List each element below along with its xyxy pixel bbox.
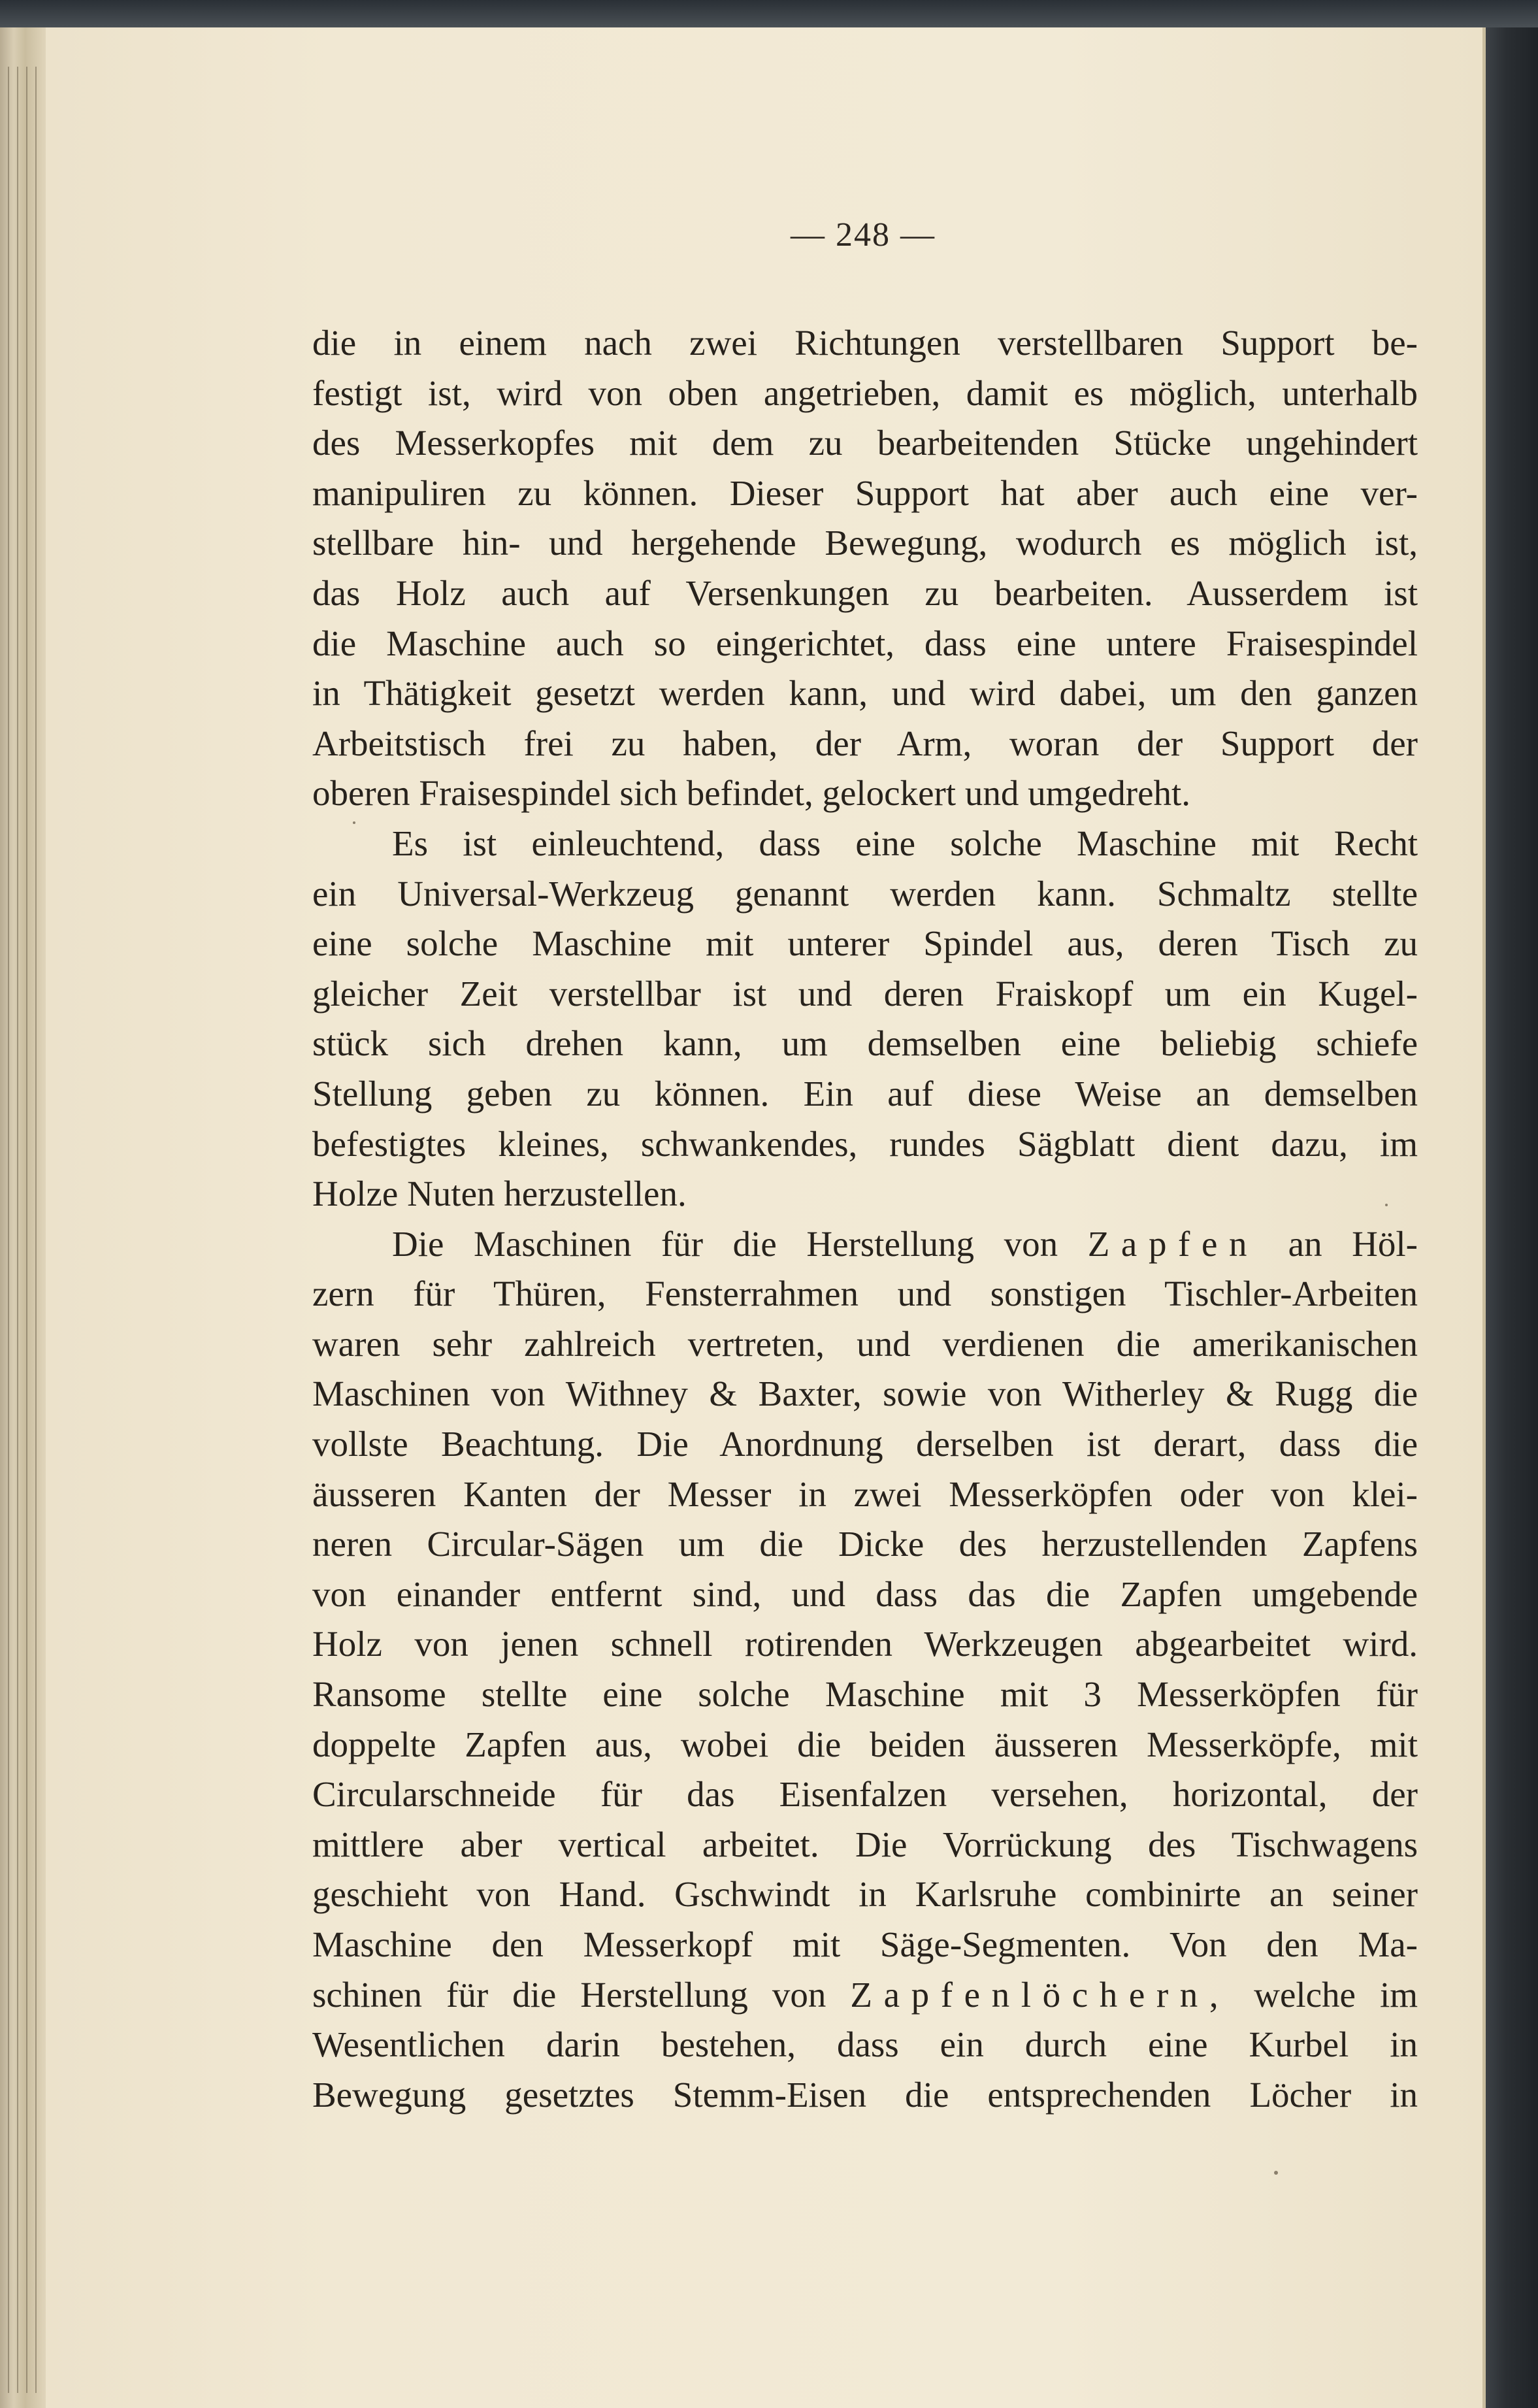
- page-number: — 248 —: [791, 216, 936, 254]
- text-run: Die Maschinen für die Herstellung von: [392, 1223, 1058, 1264]
- text-line: manipuliren zu können. Dieser Support hat aber auch eine ver-: [312, 472, 1418, 513]
- binding-line: [17, 67, 18, 2393]
- binding-line: [26, 67, 27, 2393]
- text-line: äusseren Kanten der Messer in zwei Messerköpfen oder von klei-: [312, 1474, 1418, 1514]
- paper-speck: [353, 821, 355, 824]
- binding-line: [35, 67, 37, 2393]
- spaced-emphasis: Zapfen: [1087, 1223, 1259, 1264]
- text-line: Holz von jenen schnell rotirenden Werkzeugen abgearbeitet wird.: [312, 1624, 1418, 1664]
- text-line: befestigtes kleines, schwankendes, rundes Sägblatt dient dazu, im: [312, 1123, 1418, 1164]
- text-run: welche im: [1254, 1974, 1418, 2015]
- text-line: Ransome stellte eine solche Maschine mit 3 Messerköpfen für: [312, 1674, 1418, 1715]
- text-line: Holze Nuten herzustellen.: [312, 1174, 687, 1214]
- body-text: [312, 318, 1418, 2120]
- text-line: die Maschine auch so eingerichtet, dass eine untere Fraisespindel: [312, 623, 1418, 663]
- text-line: das Holz auch auf Versenkungen zu bearbeiten. Ausserdem ist: [312, 572, 1418, 613]
- text-line: mittlere aber vertical arbeitet. Die Vorrückung des Tischwagens: [312, 1824, 1418, 1864]
- scan-border-top: [0, 0, 1538, 27]
- paper-speck: [1274, 2171, 1278, 2175]
- text-line: vollste Beachtung. Die Anordnung derselben ist derart, dass die: [312, 1424, 1418, 1464]
- text-line: Stellung geben zu können. Ein auf diese Weise an demselben: [312, 1073, 1418, 1113]
- paragraph-start: Es ist einleuchtend, dass eine solche Maschine mit Recht: [392, 823, 1418, 863]
- text-line: geschieht von Hand. Gschwindt in Karlsruhe combinirte an seiner: [312, 1874, 1418, 1915]
- text-line: oberen Fraisespindel sich befindet, gelockert und umgedreht.: [312, 773, 1191, 814]
- text-line: festigt ist, wird von oben angetrieben, damit es möglich, unterhalb: [312, 372, 1418, 413]
- paragraph-start: [312, 1219, 1418, 1270]
- text-run: schinen für die Herstellung von: [312, 1974, 826, 2015]
- text-line: zern für Thüren, Fensterrahmen und sonstigen Tischler-Arbeiten: [312, 1274, 1418, 1314]
- binding-line: [8, 67, 9, 2393]
- spaced-emphasis: Zapfenlöchern,: [850, 1974, 1230, 2015]
- text-line: neren Circular-Sägen um die Dicke des herzustellenden Zapfens: [312, 1524, 1418, 1564]
- text-run: an Höl-: [1288, 1223, 1418, 1264]
- text-line: Arbeitstisch frei zu haben, der Arm, woran der Support der: [312, 723, 1418, 763]
- text-line: doppelte Zapfen aus, wobei die beiden äusseren Messerköpfe, mit: [312, 1724, 1418, 1764]
- text-line: Bewegung gesetztes Stemm-Eisen die entsprechenden Löcher in: [312, 2074, 1418, 2115]
- text-line: in Thätigkeit gesetzt werden kann, und wird dabei, um den ganzen: [312, 673, 1418, 714]
- text-line: [312, 1970, 1418, 2020]
- text-line: gleicher Zeit verstellbar ist und deren Fraiskopf um ein Kugel-: [312, 973, 1418, 1014]
- text-line: die in einem nach zwei Richtungen verstellbaren Support be-: [312, 323, 1418, 363]
- book-edge-right: [1486, 27, 1538, 2408]
- text-line: stellbare hin- und hergehende Bewegung, wodurch es möglich ist,: [312, 523, 1418, 563]
- text-line: Wesentlichen darin bestehen, dass ein durch eine Kurbel in: [312, 2024, 1418, 2065]
- book-binding: [0, 27, 46, 2408]
- text-line: ein Universal-Werkzeug genannt werden kann. Schmaltz stellte: [312, 873, 1418, 914]
- text-line: von einander entfernt sind, und dass das die Zapfen umgebende: [312, 1574, 1418, 1614]
- paper-speck: [1385, 1204, 1388, 1206]
- text-line: Maschine den Messerkopf mit Säge-Segmenten. Von den Ma-: [312, 1924, 1418, 1964]
- text-line: des Messerkopfes mit dem zu bearbeitenden Stücke ungehindert: [312, 423, 1418, 463]
- book-page: [46, 27, 1486, 2408]
- text-line: waren sehr zahlreich vertreten, und verdienen die amerikanischen: [312, 1323, 1418, 1364]
- text-line: Circularschneide für das Eisenfalzen versehen, horizontal, der: [312, 1774, 1418, 1815]
- text-line: stück sich drehen kann, um demselben eine beliebig schiefe: [312, 1023, 1418, 1064]
- text-line: eine solche Maschine mit unterer Spindel aus, deren Tisch zu: [312, 923, 1418, 964]
- text-line: Maschinen von Withney & Baxter, sowie von Witherley & Rugg die: [312, 1374, 1418, 1414]
